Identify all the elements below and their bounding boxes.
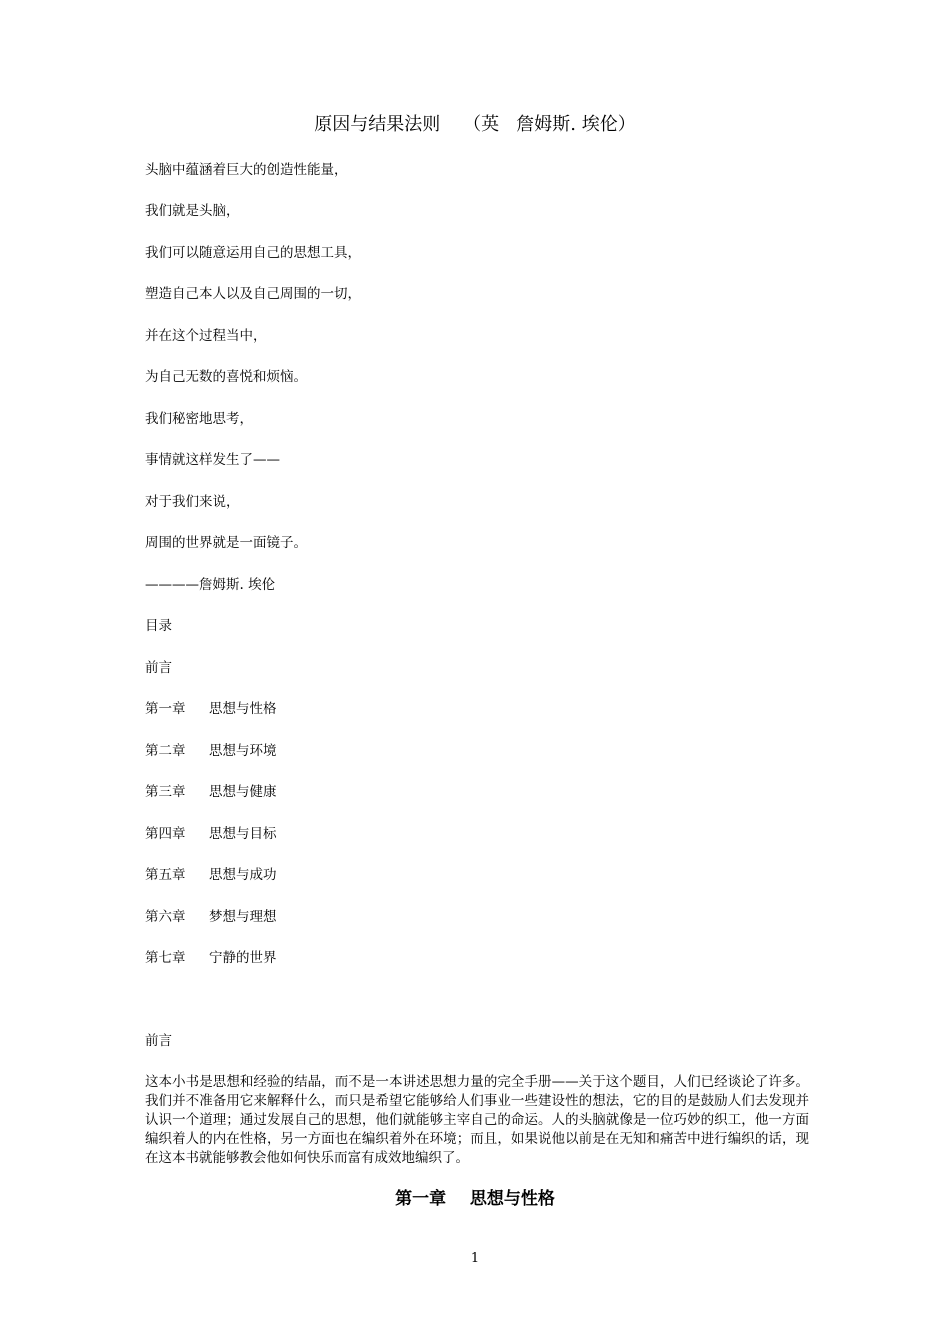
poem-line-9: 对于我们来说，	[145, 494, 240, 510]
toc-item-number: 第五章	[145, 867, 186, 883]
toc-item-title: 思想与成功	[209, 867, 277, 883]
poem-line-7: 我们秘密地思考，	[145, 411, 253, 427]
toc-item-number: 第一章	[145, 701, 186, 717]
toc-item-number: 第二章	[145, 743, 186, 759]
page-number: 1	[470, 1251, 480, 1266]
poem-attribution: ————詹姆斯. 埃伦	[145, 577, 276, 593]
toc-item	[145, 866, 277, 884]
toc-item-title: 思想与性格	[209, 701, 277, 717]
toc-item-number: 第三章	[145, 784, 186, 800]
toc-item	[145, 783, 277, 801]
toc-item-number: 第六章	[145, 909, 186, 925]
poem-line-2: 我们就是头脑，	[145, 203, 240, 219]
poem-line-6: 为自己无数的喜悦和烦恼。	[145, 369, 307, 385]
toc-item-title: 思想与目标	[209, 826, 277, 842]
preface-paragraph: 这本小书是思想和经验的结晶，而不是一本讲述思想力量的完全手册——关于这个题目，人们已经谈论了许多。我们并不准备用它来解释什么，而只是希望它能够给人们事业一些建设性的想法，它的目的是鼓励人们去发现并认识一个道理；通过发展自己的思想，他们就能够主宰自己的命运。人的头脑就像是一位巧妙的织工，他一方面编织着人的内在性格，另一方面也在编织着外在环境；而且，如果说他以前是在无知和痛苦中进行编织的话，现在这本书就能够教会他如何快乐而富有成效地编织了。	[145, 1074, 809, 1166]
poem-line-5: 并在这个过程当中，	[145, 328, 267, 344]
poem-line-10: 周围的世界就是一面镜子。	[145, 535, 307, 551]
toc-item-title: 思想与环境	[209, 743, 277, 759]
toc-heading: 目录	[145, 618, 172, 634]
toc-item	[145, 700, 277, 718]
toc-item-number: 第四章	[145, 826, 186, 842]
toc-item-title: 思想与健康	[209, 784, 277, 800]
toc-item-title: 宁静的世界	[209, 950, 277, 966]
toc-item	[145, 908, 277, 926]
toc-item-title: 梦想与理想	[209, 909, 277, 925]
document-title: 原因与结果法则 （英 詹姆斯. 埃伦）	[314, 114, 636, 135]
poem-line-3: 我们可以随意运用自己的思想工具，	[145, 245, 361, 261]
toc-item-number: 第七章	[145, 950, 186, 966]
chapter-heading: 第一章 思想与性格	[395, 1189, 555, 1209]
toc-item	[145, 949, 277, 967]
poem-line-8: 事情就这样发生了——	[145, 452, 280, 468]
toc-item	[145, 825, 277, 843]
toc-item	[145, 742, 277, 760]
poem-line-1: 头脑中蕴涵着巨大的创造性能量，	[145, 162, 348, 178]
preface-heading: 前言	[145, 1033, 172, 1049]
toc-preface: 前言	[145, 660, 172, 676]
poem-line-4: 塑造自己本人以及自己周围的一切，	[145, 286, 361, 302]
